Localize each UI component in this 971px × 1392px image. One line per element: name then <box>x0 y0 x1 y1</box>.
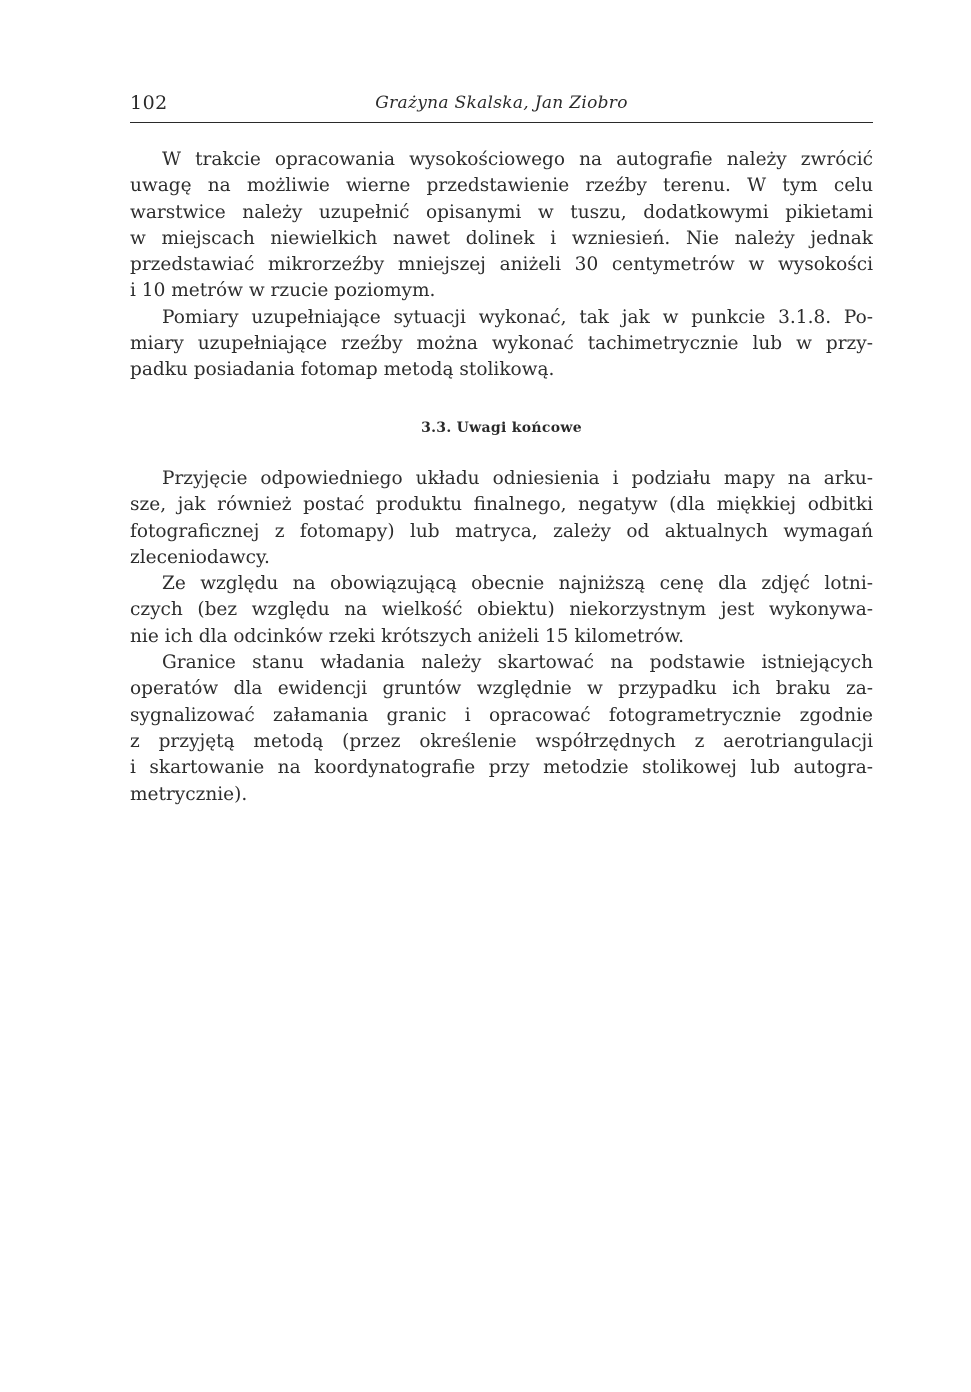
text-line: i 10 metrów w rzucie poziomym. <box>130 280 436 302</box>
running-header <box>130 92 873 123</box>
text-line: Pomiary uzupełniające sytuacji wykonać, tak jak w punkcie 3.1.8. Po- <box>162 306 873 328</box>
text-line: zleceniodawcy. <box>130 546 270 568</box>
text-line: Przyjęcie odpowiedniego układu odniesienia i podziału mapy na arku- <box>162 468 873 489</box>
text-line: w miejscach niewielkich nawet dolinek i wzniesień. Nie należy jednak <box>130 227 873 249</box>
text-line: sze, jak również postać produktu finalnego, negatyw (dla miękkiej odbitki <box>130 494 873 516</box>
text-line: sygnalizować załamania granic i opracować fotogrametrycznie zgodnie <box>130 704 873 726</box>
text-line: przedstawiać mikrorzeźby mniejszej aniżeli 30 centymetrów w wysokości <box>130 254 873 276</box>
text-line: miary uzupełniające rzeźby można wykonać tachimetrycznie lub w przy- <box>130 333 873 355</box>
body-text-upper <box>130 147 873 384</box>
section-heading: 3.3. Uwagi końcowe <box>421 420 582 436</box>
text-line: Granice stanu władania należy skartować na podstawie istniejących <box>162 652 873 674</box>
text-line: warstwice należy uzupełnić opisanymi w tuszu, dodatkowymi pikietami <box>130 201 873 223</box>
running-title: Grażyna Skalska, Jan Ziobro <box>375 93 628 113</box>
text-line: uwagę na możliwie wierne przedstawienie rzeźby terenu. W tym celu <box>130 175 873 197</box>
text-line: nie ich dla odcinków rzeki krótszych aniżeli 15 kilometrów. <box>130 625 684 647</box>
body-text-lower <box>130 466 873 808</box>
text-line: fotograficznej z fotomapy) lub matryca, zależy od aktualnych wymagań <box>130 520 873 542</box>
text-line: czych (bez względu na wielkość obiektu) niekorzystnym jest wykonywa- <box>130 599 873 621</box>
text-line: Ze względu na obowiązującą obecnie najniższą cenę dla zdjęć lotni- <box>162 573 873 595</box>
text-line: padku posiadania fotomap metodą stolikową. <box>130 359 555 381</box>
text-line: i skartowanie na koordynatografie przy metodzie stolikowej lub autogra- <box>130 757 873 779</box>
text-line: metrycznie). <box>130 783 248 805</box>
text-line: z przyjętą metodą (przez określenie współrzędnych z aerotriangulacji <box>130 730 873 752</box>
page-number: 102 <box>130 92 168 114</box>
text-line: W trakcie opracowania wysokościowego na autografie należy zwrócić <box>162 149 873 170</box>
text-line: operatów dla ewidencji gruntów względnie w przypadku ich braku za- <box>130 678 873 700</box>
